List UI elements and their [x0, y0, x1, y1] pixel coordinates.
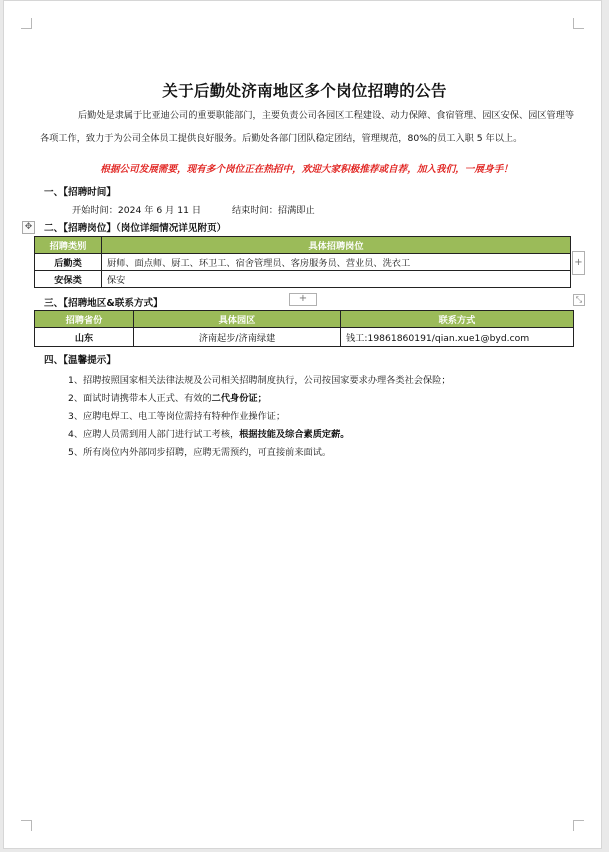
category-cell: 安保类 — [35, 271, 102, 288]
contacts-table — [34, 310, 574, 347]
section2-title: 二、【招聘岗位】 — [44, 223, 116, 234]
add-row-icon[interactable]: + — [289, 293, 317, 306]
table-header-row — [35, 311, 574, 328]
positions-cell: 厨师、面点师、厨工、环卫工、宿舍管理员、客房服务员、营业员、洗衣工 — [102, 254, 571, 271]
contact-cell: 钱工:19861860191/qian.xue1@byd.com — [341, 328, 574, 347]
section3-heading: 三、【招聘地区&联系方式】 — [44, 298, 163, 309]
table-header-cell: 联系方式 — [341, 311, 574, 328]
document-title: 关于后勤处济南地区多个岗位招聘的公告 — [162, 81, 447, 100]
table-header-cell: 招聘省份 — [35, 311, 134, 328]
margin-mark-top-left — [21, 18, 32, 29]
margin-mark-top-right — [573, 18, 584, 29]
intro-paragraph: 后勤处是隶属于比亚迪公司的重要职能部门，主要负责公司各园区工程建设、动力保障、食宿管理、园区安保、园区管理等各项工作，致力于为公司全体员工提供良好服务。后勤处各部门团队稳定团结，管理规范，80%的员工入职 5 年以上。 — [40, 110, 575, 144]
margin-mark-bottom-left — [21, 820, 32, 831]
category-cell: 后勤类 — [35, 254, 102, 271]
tip-bold-text: 根据技能及综合素质定薪。 — [239, 429, 350, 440]
tip-text: 1、招聘按照国家相关法律法规及公司相关招聘制度执行，公司按国家要求办理各类社会保险； — [68, 375, 451, 386]
margin-mark-bottom-right — [573, 820, 584, 831]
section4-heading: 四、【温馨提示】 — [44, 355, 116, 366]
recruitment-notice: 根据公司发展需要，现有多个岗位正在热招中，欢迎大家积极推荐或自荐，加入我们，一展身手！ — [100, 164, 513, 175]
tip-text: 2、面试时请携带本人正式、有效的 — [68, 393, 212, 404]
tip-text: 4、应聘人员需到用人部门进行试工考核， — [68, 429, 240, 440]
add-column-icon[interactable]: + — [572, 251, 585, 275]
table-header-row — [35, 237, 571, 254]
tip-bold-text: 二代身份证； — [211, 393, 267, 404]
section2-note: （岗位详细情况详见附页） — [115, 223, 227, 234]
table-row — [35, 271, 571, 288]
table-header-cell: 具体园区 — [134, 311, 341, 328]
table-header-cell: 招聘类别 — [35, 237, 102, 254]
table-row — [35, 254, 571, 271]
tip-item — [68, 408, 285, 422]
end-time: 结束时间：招满即止 — [232, 205, 315, 216]
tip-text: 5、所有岗位内外部同步招聘，应聘无需预约，可直接前来面试。 — [68, 447, 332, 458]
tip-item — [68, 444, 331, 458]
move-icon[interactable]: ✥ — [22, 221, 35, 234]
positions-table — [34, 236, 571, 288]
tip-text: 3、应聘电焊工、电工等岗位需持有特种作业操作证； — [68, 411, 286, 422]
tip-item — [68, 372, 451, 386]
table-row — [35, 328, 574, 347]
park-cell: 济南起步/济南绿建 — [134, 328, 341, 347]
section1-heading: 一、【招聘时间】 — [44, 187, 116, 198]
positions-cell: 保安 — [102, 271, 571, 288]
tip-item — [68, 390, 267, 404]
tip-item — [68, 426, 349, 440]
table-header-cell: 具体招聘岗位 — [102, 237, 571, 254]
resize-icon[interactable]: ⤡ — [573, 294, 585, 306]
section2-heading — [44, 220, 226, 234]
province-cell: 山东 — [35, 328, 134, 347]
start-time: 开始时间：2024 年 6 月 11 日 — [72, 205, 202, 216]
